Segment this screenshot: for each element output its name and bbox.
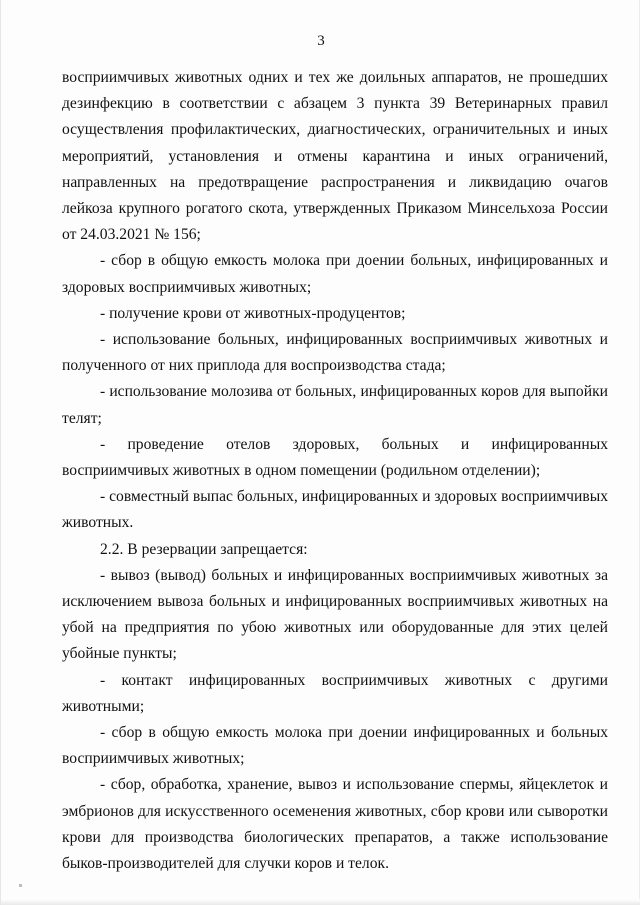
list-item: - использование больных, инфицированных восприимчивых животных и полученного от них приплода для воспроизводства стада; — [62, 331, 608, 375]
paragraph: восприимчивых животных одних и тех же доильных аппаратов, не прошедших дезинфекцию в соответствии с абзацем 3 пункта 39 Ветеринарных правил осуществления профилактических, диагностических, ограничительных и иных мероприятий, установления и отмены карантина и иных ограничений, направленных на предотвращение распространения и ликвидацию очагов лейкоза крупного рогатого скота, утвержденных Приказом Минсельхоза России от 24.03.2021 № 156; — [62, 69, 608, 244]
page-edge-shadow — [1, 899, 640, 905]
list-item: - контакт инфицированных восприимчивых животных с другими животными; — [62, 671, 608, 715]
page-number: 3 — [317, 33, 325, 49]
section-heading: 2.2. В резервации запрещается: — [100, 540, 308, 558]
list-item: - вывоз (вывод) больных и инфицированных восприимчивых животных за исключением вывоза больных и инфицированных восприимчивых животных на убой на предприятия по убою животных или оборудованные для этих целей убойные пункты; — [62, 566, 608, 663]
list-item: - сбор, обработка, хранение, вывоз и использование спермы, яйцеклеток и эмбрионов для искусственного осеменения животных, сбор крови или сыворотки крови для производства биологических препаратов, а также использование быков-производителей для случки коров и телок. — [62, 776, 608, 873]
list-item: - проведение отелов здоровых, больных и инфицированных восприимчивых животных в одном помещении (родильном отделении); — [62, 435, 608, 480]
list-item: - совместный выпас больных, инфицированных и здоровых восприимчивых животных. — [62, 488, 608, 532]
scan-speck — [19, 884, 22, 887]
list-item: - сбор в общую емкость молока при доении больных, инфицированных и здоровых восприимчивых животных; — [62, 252, 608, 296]
document-body — [62, 65, 608, 877]
list-item: - использование молозива от больных, инфицированных коров для выпойки телят; — [62, 383, 608, 427]
list-item: - сбор в общую емкость молока при доении инфицированных и больных восприимчивых животных; — [62, 724, 608, 768]
list-item: - получение крови от животных-продуцентов; — [100, 304, 406, 322]
